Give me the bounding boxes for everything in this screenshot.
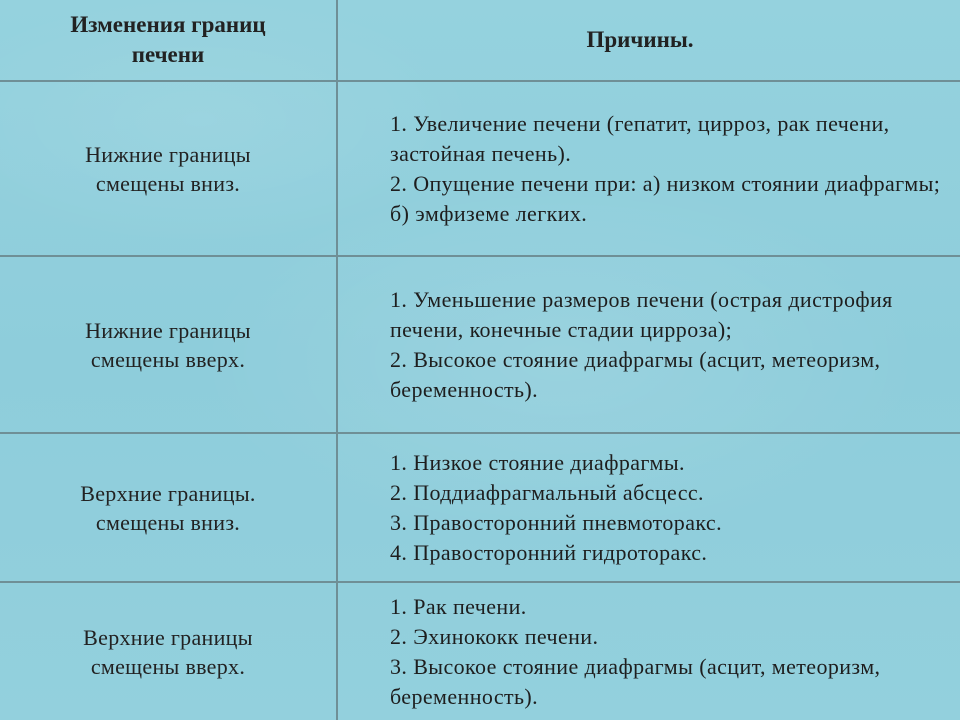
cause-item: 1. Уменьшение размеров печени (острая дистрофия печени, конечные стадии цирроза); [390, 286, 893, 342]
cause-item: 2. Высокое стояние диафрагмы (асцит, метеоризм, беременность). [390, 346, 881, 402]
change-label: Нижние границы смещены вверх. [85, 317, 251, 372]
table-row-3-change [0, 434, 336, 581]
cause-item: 2. Поддиафрагмальный абсцесс. [390, 479, 704, 505]
causes-list [390, 592, 942, 712]
causes-list [390, 109, 942, 229]
table-row-1-change [0, 82, 336, 255]
table-row-3-causes [338, 434, 960, 581]
cause-item: 2. Опущение печени при: а) низком стоянии диафрагмы; б) эмфиземе легких. [390, 170, 941, 226]
cause-item: 3. Правосторонний пневмоторакс. [390, 509, 722, 535]
change-label: Нижние границы смещены вниз. [85, 141, 251, 196]
change-label: Верхние границы смещены вверх. [83, 624, 253, 679]
table-row-2-change [0, 257, 336, 432]
header-changes-label: Изменения границ печени [70, 12, 266, 67]
header-causes-label: Причины. [586, 27, 694, 52]
table-row-4-causes [338, 583, 960, 720]
table-row-1-causes [338, 82, 960, 255]
causes-list [390, 285, 942, 405]
cause-item: 4. Правосторонний гидроторакс. [390, 539, 708, 565]
header-cell-causes [338, 0, 960, 80]
table-row-4-change [0, 583, 336, 720]
causes-list [390, 448, 722, 568]
cause-item: 2. Эхинококк печени. [390, 623, 599, 649]
table-row-2-causes [338, 257, 960, 432]
cause-item: 1. Рак печени. [390, 593, 527, 619]
cause-item: 3. Высокое стояние диафрагмы (асцит, метеоризм, беременность). [390, 653, 881, 709]
header-cell-changes [0, 0, 336, 80]
change-label: Верхние границы. смещены вниз. [80, 480, 256, 535]
cause-item: 1. Низкое стояние диафрагмы. [390, 449, 685, 475]
cause-item: 1. Увеличение печени (гепатит, цирроз, рак печени, застойная печень). [390, 110, 890, 166]
